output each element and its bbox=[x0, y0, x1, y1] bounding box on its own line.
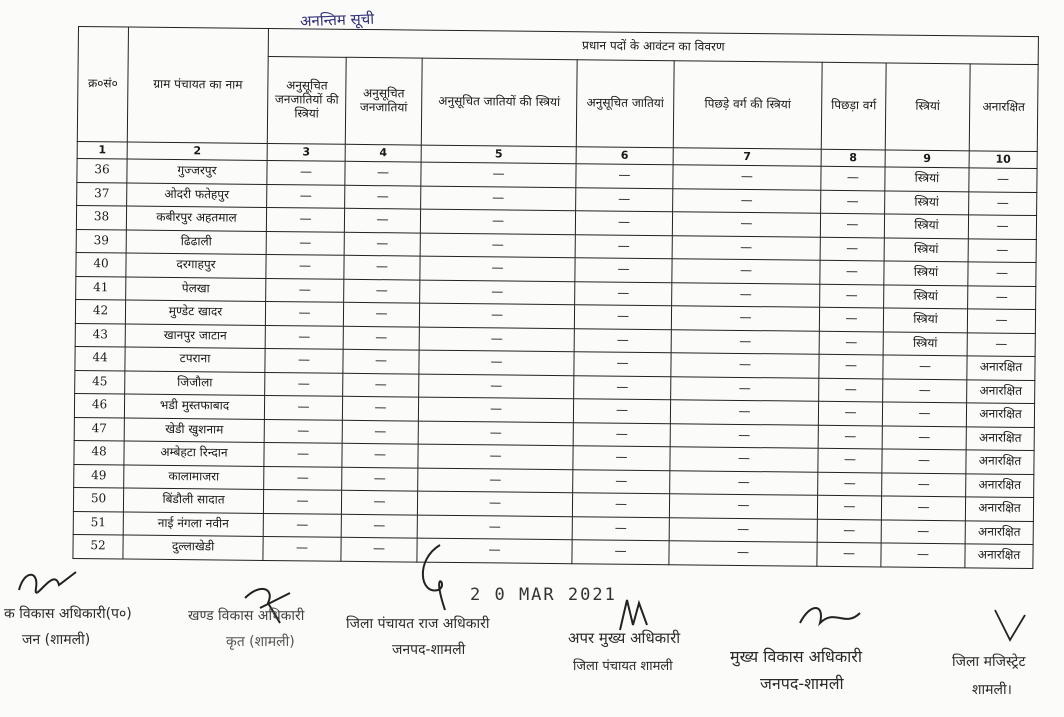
allocation-cell-c10: अनारक्षित bbox=[965, 520, 1033, 544]
signature-cdo-title: मुख्य विकास अधिकारी bbox=[730, 647, 862, 666]
allocation-cell-c6: — bbox=[576, 187, 673, 212]
serial-number: 46 bbox=[74, 393, 124, 417]
signature-scribble bbox=[790, 598, 870, 638]
allocation-cell-c7: — bbox=[670, 470, 818, 495]
col-number: 10 bbox=[969, 151, 1037, 169]
gram-panchayat-name: बिंडौली सादात bbox=[123, 488, 263, 513]
allocation-cell-c10: अनारक्षित bbox=[966, 426, 1034, 450]
subheader-obc: पिछड़ा वर्ग bbox=[821, 62, 886, 150]
serial-number: 38 bbox=[76, 205, 126, 229]
allocation-cell-c10: — bbox=[968, 285, 1036, 309]
allocation-cell-c6: — bbox=[574, 352, 671, 377]
allocation-cell-c5: — bbox=[420, 233, 575, 258]
subheader-women: स्त्रियां bbox=[885, 63, 970, 151]
allocation-cell-c4: — bbox=[343, 302, 419, 326]
allocation-cell-c8: — bbox=[820, 213, 884, 237]
allocation-cell-c9: — bbox=[883, 378, 967, 402]
allocation-cell-c9: स्त्रियां bbox=[884, 237, 968, 261]
serial-number: 37 bbox=[77, 182, 127, 206]
allocation-cell-c6: — bbox=[574, 328, 671, 353]
gram-panchayat-name: नाई नंगला नवीन bbox=[123, 512, 263, 537]
gram-panchayat-name: टपराना bbox=[125, 347, 265, 372]
allocation-cell-c3: — bbox=[267, 160, 345, 184]
allocation-cell-c10: — bbox=[967, 332, 1035, 356]
allocation-cell-c7: — bbox=[672, 259, 820, 284]
allocation-cell-c5: — bbox=[417, 491, 572, 516]
allocation-cell-c8: — bbox=[821, 166, 885, 190]
allocation-cell-c6: — bbox=[572, 540, 669, 565]
allocation-cell-c7: — bbox=[672, 212, 820, 237]
allocation-cell-c5: — bbox=[417, 515, 572, 540]
serial-number: 45 bbox=[75, 370, 125, 394]
allocation-cell-c5: — bbox=[420, 280, 575, 305]
allocation-cell-c5: — bbox=[419, 374, 574, 399]
allocation-cell-c6: — bbox=[572, 516, 669, 541]
allocation-cell-c4: — bbox=[342, 443, 418, 467]
serial-number: 36 bbox=[77, 158, 127, 182]
allocation-cell-c7: — bbox=[670, 423, 818, 448]
allocation-cell-c9: — bbox=[882, 425, 966, 449]
allocation-cell-c4: — bbox=[345, 185, 421, 209]
allocation-cell-c4: — bbox=[342, 420, 418, 444]
allocation-cell-c8: — bbox=[818, 425, 882, 449]
serial-number: 47 bbox=[74, 417, 124, 441]
signature-bdo-panchayat-place: जन (शामली) bbox=[22, 632, 91, 648]
gram-panchayat-name: भडी मुस्तफाबाद bbox=[124, 394, 264, 419]
signature-cdo-place: जनपद-शामली bbox=[760, 674, 844, 693]
signature-dpro-place: जनपद-शामली bbox=[392, 642, 466, 658]
gram-panchayat-name: मुण्डेट खादर bbox=[125, 300, 265, 325]
allocation-cell-c4: — bbox=[343, 373, 419, 397]
allocation-cell-c9: — bbox=[881, 519, 965, 543]
gram-panchayat-name: दरगाहपुर bbox=[126, 253, 266, 278]
sl-header: क्र०सं० bbox=[77, 27, 128, 143]
allocation-cell-c6: — bbox=[575, 281, 672, 306]
signature-amo-title: अपर मुख्य अधिकारी bbox=[568, 629, 681, 647]
allocation-cell-c6: — bbox=[575, 234, 672, 259]
gram-panchayat-name: खेडी खुशनाम bbox=[124, 418, 264, 443]
allocation-cell-c9: — bbox=[882, 402, 966, 426]
subheader-sc-women: अनुसूचित जातियों की स्त्रियां bbox=[421, 58, 577, 147]
allocation-cell-c8: — bbox=[820, 284, 884, 308]
signature-dm-title: जिला मजिस्ट्रेट bbox=[952, 654, 1026, 670]
allocation-cell-c9: — bbox=[882, 472, 966, 496]
allocation-cell-c7: — bbox=[671, 306, 819, 331]
signature-amo-place: जिला पंचायत शामली bbox=[573, 659, 673, 674]
date-stamp: 2 0 MAR 2021 bbox=[470, 585, 617, 605]
signature-scribble bbox=[14, 560, 84, 600]
allocation-cell-c6: — bbox=[574, 305, 671, 330]
allocation-cell-c3: — bbox=[263, 536, 341, 560]
allocation-cell-c7: — bbox=[672, 235, 820, 260]
allocation-cell-c8: — bbox=[821, 190, 885, 214]
allocation-cell-c9: स्त्रियां bbox=[885, 167, 969, 191]
allocation-cell-c3: — bbox=[264, 419, 342, 443]
allocation-cell-c7: — bbox=[672, 282, 820, 307]
allocation-cell-c9: स्त्रियां bbox=[884, 261, 968, 285]
allocation-cell-c5: — bbox=[421, 186, 576, 211]
signature-dpro-title: जिला पंचायत राज अधिकारी bbox=[346, 616, 490, 632]
gram-panchayat-name: जिजौला bbox=[125, 371, 265, 396]
signature-block-dev-officer-title: खण्ड विकास अधिकारी bbox=[188, 608, 305, 624]
allocation-cell-c6: — bbox=[572, 493, 669, 518]
allocation-cell-c9: — bbox=[881, 543, 965, 567]
allocation-cell-c7: — bbox=[671, 353, 819, 378]
allocation-cell-c5: — bbox=[419, 303, 574, 328]
allocation-cell-c10: अनारक्षित bbox=[965, 544, 1033, 568]
subheader-st: अनुसूचित जनजातियां bbox=[345, 57, 422, 145]
serial-number: 43 bbox=[75, 323, 125, 347]
allocation-cell-c10: अनारक्षित bbox=[967, 379, 1035, 403]
allocation-cell-c9: — bbox=[883, 355, 967, 379]
allocation-cell-c5: — bbox=[418, 397, 573, 422]
allocation-cell-c10: — bbox=[969, 168, 1037, 192]
gram-panchayat-name: ढिढाली bbox=[126, 230, 266, 255]
serial-number: 50 bbox=[73, 487, 123, 511]
allocation-cell-c9: स्त्रियां bbox=[883, 308, 967, 332]
gram-panchayat-name: दुल्लाखेडी bbox=[123, 535, 263, 560]
allocation-cell-c4: — bbox=[344, 208, 420, 232]
serial-number: 39 bbox=[76, 229, 126, 253]
allocation-cell-c4: — bbox=[341, 490, 417, 514]
gram-panchayat-header: ग्राम पंचायत का नाम bbox=[127, 27, 268, 143]
allocation-cell-c10: — bbox=[968, 238, 1036, 262]
subheader-sc: अनुसूचित जातियां bbox=[576, 60, 674, 148]
allocation-cell-c8: — bbox=[818, 401, 882, 425]
gram-panchayat-name: पेलखा bbox=[126, 277, 266, 302]
allocation-cell-c3: — bbox=[263, 513, 341, 537]
allocation-cell-c3: — bbox=[266, 254, 344, 278]
allocation-cell-c8: — bbox=[820, 237, 884, 261]
allocation-header: प्रधान पदों के आवंटन का विवरण bbox=[268, 28, 1038, 64]
allocation-cell-c3: — bbox=[263, 489, 341, 513]
allocation-cell-c3: — bbox=[264, 466, 342, 490]
allocation-cell-c7: — bbox=[669, 494, 817, 519]
allocation-cell-c4: — bbox=[345, 161, 421, 185]
allocation-cell-c4: — bbox=[344, 279, 420, 303]
col-number: 4 bbox=[345, 144, 421, 162]
allocation-cell-c6: — bbox=[573, 446, 670, 471]
allocation-cell-c7: — bbox=[673, 188, 821, 213]
signature-bdo-panchayat-title: क विकास अधिकारी(प०) bbox=[4, 606, 132, 622]
allocation-cell-c6: — bbox=[573, 399, 670, 424]
allocation-cell-c9: स्त्रियां bbox=[883, 331, 967, 355]
allocation-cell-c3: — bbox=[265, 325, 343, 349]
allocation-cell-c7: — bbox=[673, 165, 821, 190]
allocation-cell-c4: — bbox=[343, 349, 419, 373]
serial-number: 40 bbox=[76, 252, 126, 276]
allocation-cell-c3: — bbox=[264, 395, 342, 419]
allocation-cell-c4: — bbox=[341, 537, 417, 561]
col-number: 9 bbox=[885, 150, 969, 168]
allocation-cell-c3: — bbox=[266, 231, 344, 255]
allocation-cell-c10: — bbox=[968, 215, 1036, 239]
reservation-table bbox=[72, 26, 1039, 569]
allocation-cell-c8: — bbox=[819, 331, 883, 355]
allocation-cell-c4: — bbox=[343, 326, 419, 350]
subheader-unreserved: अनारक्षित bbox=[969, 64, 1038, 152]
allocation-cell-c4: — bbox=[344, 232, 420, 256]
allocation-cell-c7: — bbox=[670, 400, 818, 425]
gram-panchayat-name: गुज्जरपुर bbox=[127, 159, 267, 184]
allocation-cell-c7: — bbox=[669, 517, 817, 542]
allocation-cell-c5: — bbox=[418, 444, 573, 469]
col-number: 2 bbox=[127, 142, 267, 160]
allocation-cell-c8: — bbox=[817, 519, 881, 543]
allocation-cell-c10: अनारक्षित bbox=[966, 450, 1034, 474]
serial-number: 51 bbox=[73, 511, 123, 535]
allocation-cell-c6: — bbox=[573, 422, 670, 447]
allocation-cell-c4: — bbox=[342, 467, 418, 491]
allocation-cell-c5: — bbox=[417, 538, 572, 563]
col-number: 1 bbox=[77, 141, 127, 159]
subheader-obc-women: पिछड़े वर्ग की स्त्रियां bbox=[673, 61, 822, 150]
allocation-cell-c8: — bbox=[817, 542, 881, 566]
gram-panchayat-name: कबीरपुर अहतमाल bbox=[126, 206, 266, 231]
allocation-cell-c5: — bbox=[419, 350, 574, 375]
allocation-cell-c5: — bbox=[418, 468, 573, 493]
allocation-cell-c6: — bbox=[573, 469, 670, 494]
col-number: 5 bbox=[421, 145, 576, 164]
allocation-cell-c5: — bbox=[420, 209, 575, 234]
gram-panchayat-name: अम्बेहटा रिन्दान bbox=[124, 441, 264, 466]
allocation-cell-c8: — bbox=[818, 448, 882, 472]
allocation-cell-c9: स्त्रियां bbox=[885, 190, 969, 214]
col-number: 6 bbox=[576, 147, 673, 165]
serial-number: 44 bbox=[75, 346, 125, 370]
allocation-cell-c3: — bbox=[265, 372, 343, 396]
gram-panchayat-name: खानपुर जाटान bbox=[125, 324, 265, 349]
allocation-cell-c4: — bbox=[342, 396, 418, 420]
allocation-cell-c3: — bbox=[265, 301, 343, 325]
serial-number: 52 bbox=[73, 534, 123, 558]
serial-number: 42 bbox=[75, 299, 125, 323]
allocation-cell-c5: — bbox=[418, 421, 573, 446]
allocation-cell-c10: अनारक्षित bbox=[965, 497, 1033, 521]
allocation-cell-c7: — bbox=[669, 541, 817, 566]
allocation-cell-c10: — bbox=[969, 191, 1037, 215]
allocation-cell-c3: — bbox=[266, 207, 344, 231]
allocation-cell-c8: — bbox=[817, 495, 881, 519]
signature-scribble bbox=[990, 605, 1040, 645]
allocation-cell-c10: अनारक्षित bbox=[966, 473, 1034, 497]
allocation-cell-c8: — bbox=[819, 378, 883, 402]
allocation-cell-c5: — bbox=[419, 327, 574, 352]
col-number: 3 bbox=[267, 143, 345, 161]
col-number: 8 bbox=[821, 149, 885, 167]
subheader-st-women: अनुसूचित जनजातियों की स्त्रियां bbox=[267, 56, 346, 144]
allocation-cell-c8: — bbox=[819, 354, 883, 378]
allocation-cell-c5: — bbox=[421, 162, 576, 187]
allocation-cell-c7: — bbox=[670, 447, 818, 472]
signature-dm-place: शामली। bbox=[972, 682, 1012, 698]
allocation-cell-c10: अनारक्षित bbox=[966, 403, 1034, 427]
allocation-cell-c9: — bbox=[881, 496, 965, 520]
allocation-cell-c3: — bbox=[266, 278, 344, 302]
allocation-cell-c9: — bbox=[882, 449, 966, 473]
allocation-cell-c3: — bbox=[267, 184, 345, 208]
allocation-cell-c8: — bbox=[820, 260, 884, 284]
gram-panchayat-name: कालामाजरा bbox=[124, 465, 264, 490]
gram-panchayat-name: ओदरी फतेहपुर bbox=[127, 183, 267, 208]
allocation-cell-c3: — bbox=[265, 348, 343, 372]
allocation-cell-c7: — bbox=[671, 376, 819, 401]
allocation-cell-c6: — bbox=[574, 375, 671, 400]
col-number: 7 bbox=[673, 148, 821, 167]
allocation-cell-c5: — bbox=[420, 256, 575, 281]
allocation-cell-c4: — bbox=[344, 255, 420, 279]
allocation-cell-c8: — bbox=[818, 472, 882, 496]
allocation-cell-c6: — bbox=[575, 258, 672, 283]
allocation-cell-c10: अनारक्षित bbox=[967, 356, 1035, 380]
allocation-cell-c10: — bbox=[968, 262, 1036, 286]
allocation-cell-c4: — bbox=[341, 514, 417, 538]
allocation-cell-c9: स्त्रियां bbox=[884, 214, 968, 238]
serial-number: 49 bbox=[74, 464, 124, 488]
signature-block-dev-officer-place: कृत (शामली) bbox=[226, 634, 295, 650]
allocation-cell-c10: — bbox=[967, 309, 1035, 333]
allocation-cell-c8: — bbox=[819, 307, 883, 331]
allocation-cell-c7: — bbox=[671, 329, 819, 354]
serial-number: 48 bbox=[74, 440, 124, 464]
allocation-cell-c9: स्त्रियां bbox=[884, 284, 968, 308]
signature-scribble bbox=[410, 540, 460, 620]
provisional-list-note: अनन्तिम सूची bbox=[299, 9, 375, 31]
allocation-cell-c3: — bbox=[264, 442, 342, 466]
allocation-cell-c6: — bbox=[575, 211, 672, 236]
allocation-cell-c6: — bbox=[576, 164, 673, 189]
serial-number: 41 bbox=[76, 276, 126, 300]
